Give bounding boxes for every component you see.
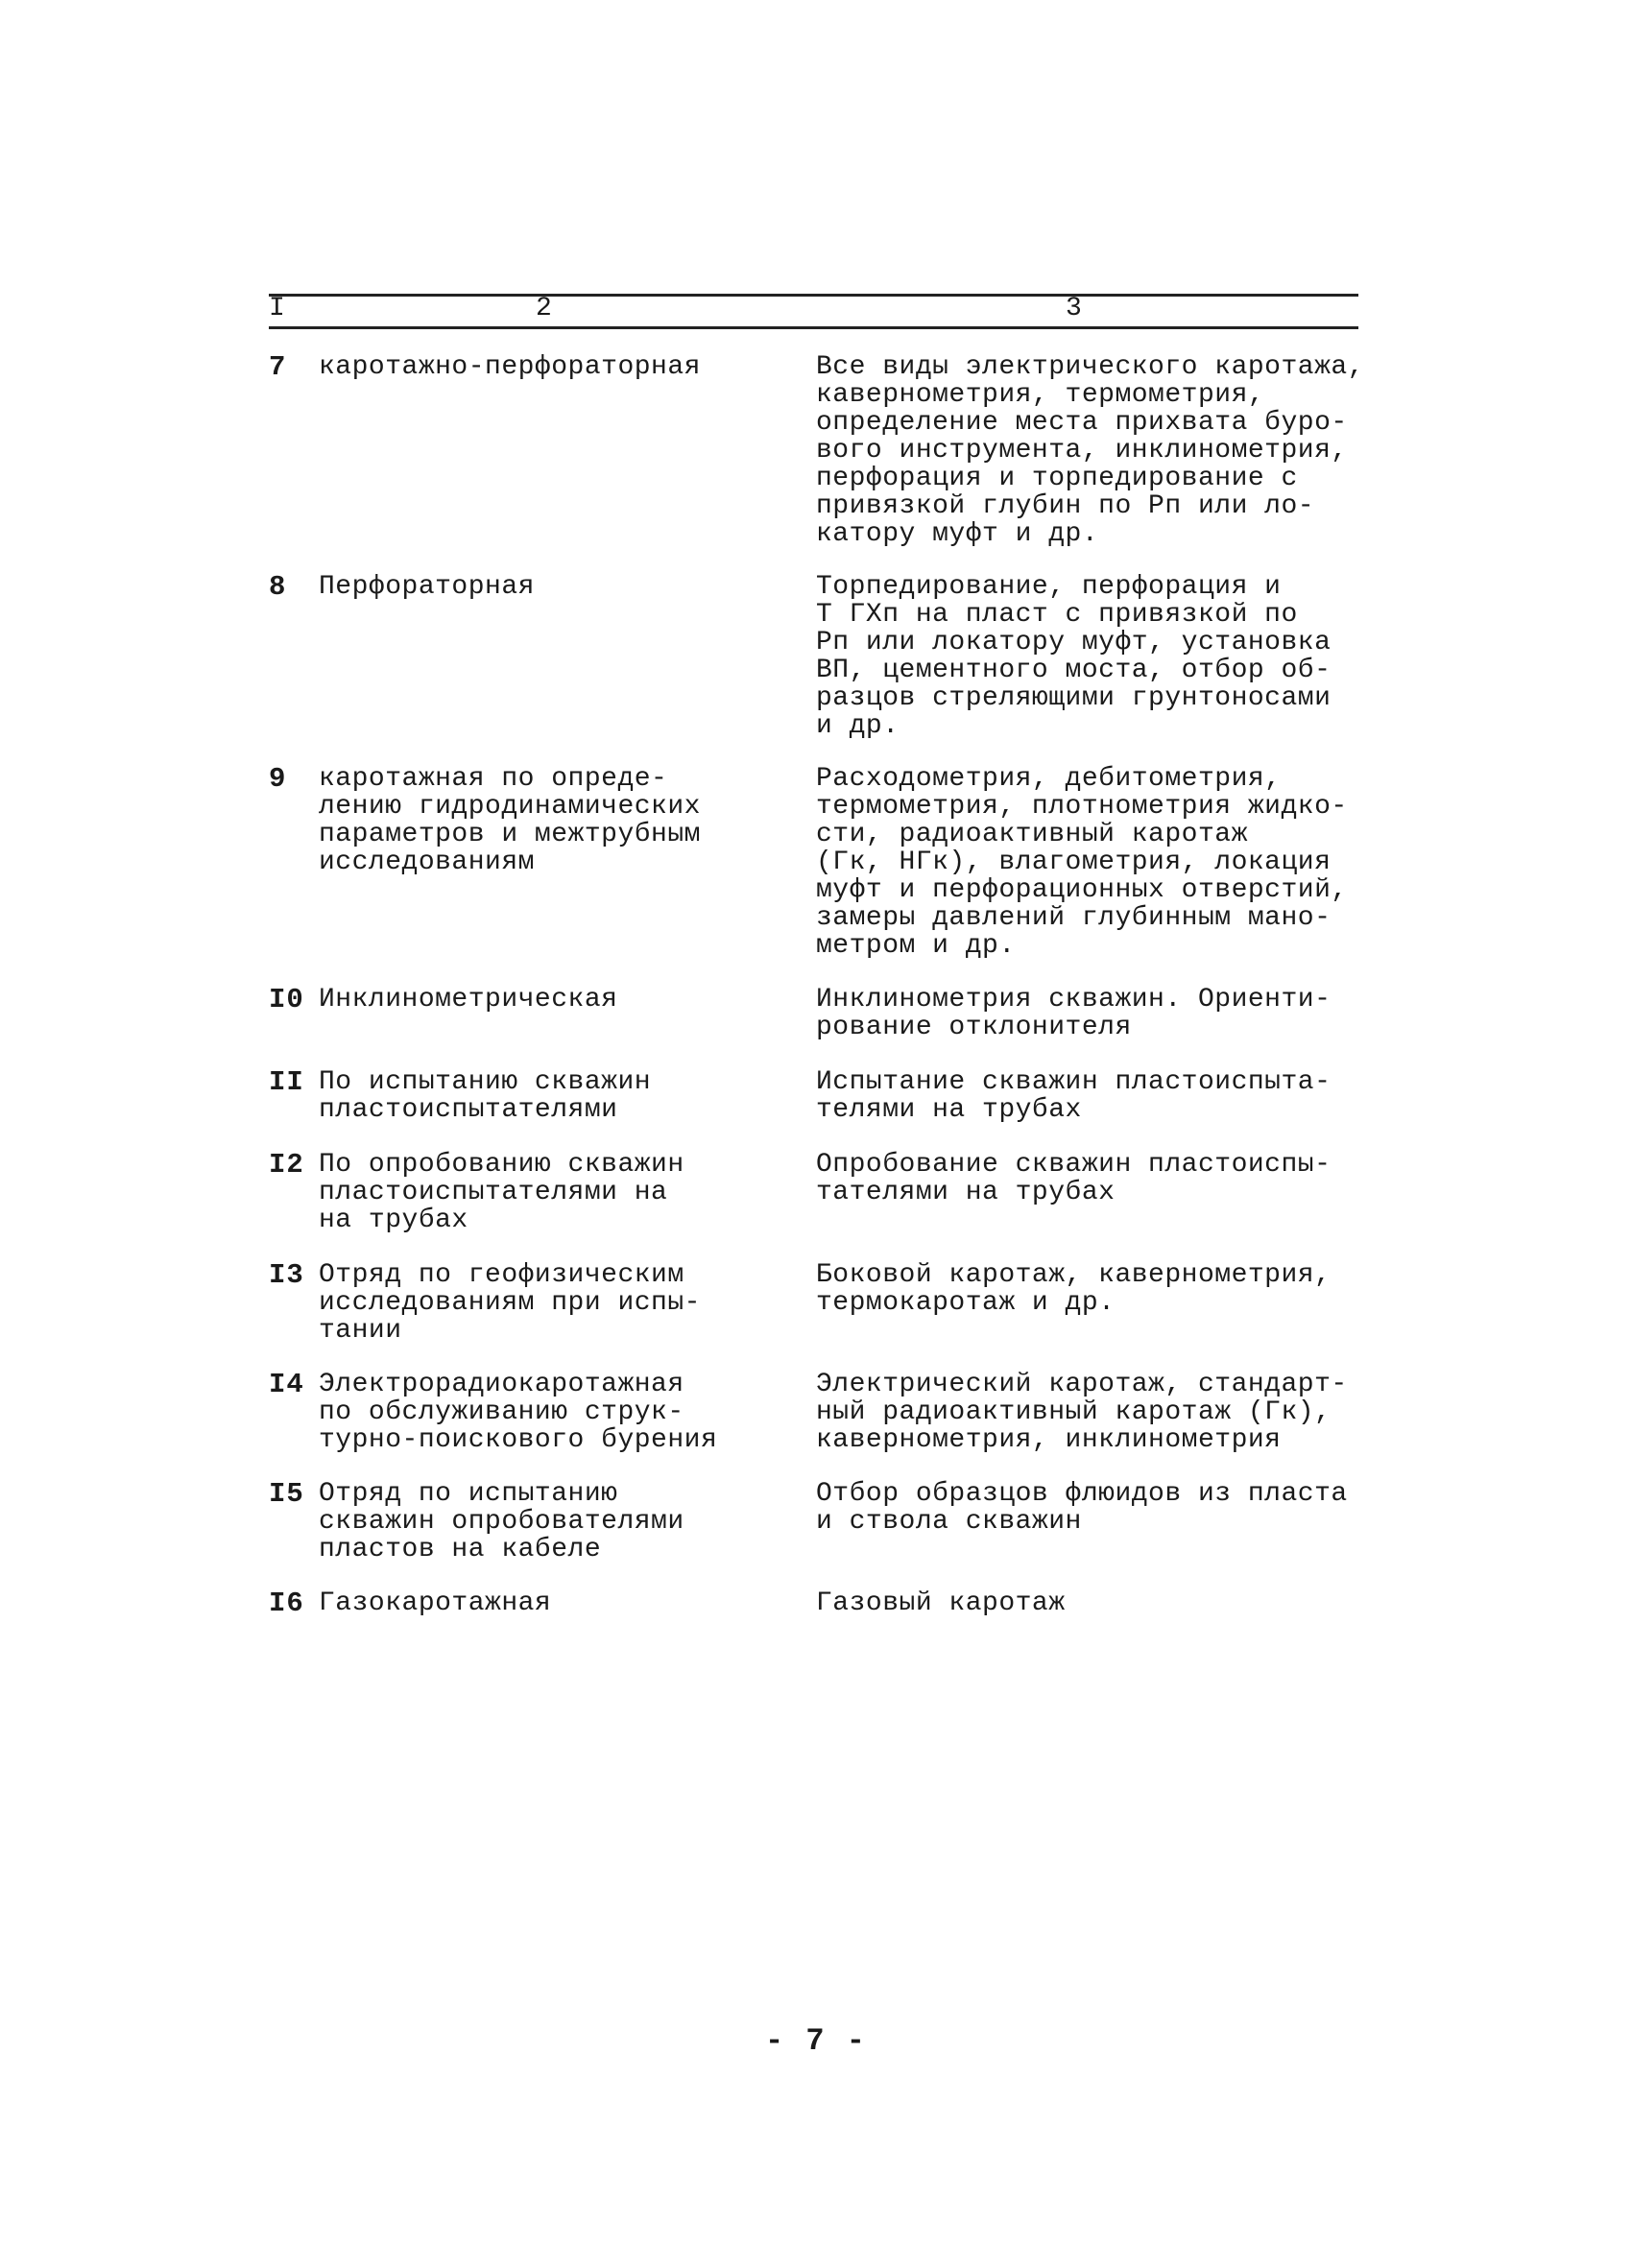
party-name: Отряд по испытанию скважин опробователями пластов на кабеле	[319, 1479, 684, 1564]
party-name: каротажно-перфораторная	[319, 352, 701, 382]
work-types: Опробование скважин пластоиспы- тателями на трубах	[816, 1150, 1332, 1207]
work-types: Отбор образцов флюидов из пласта и ствола скважин	[816, 1479, 1348, 1537]
row-number: I0	[269, 984, 304, 1015]
work-types: Электрический каротаж, стандарт- ный радиоактивный каротаж (Гк), кавернометрия, инклинометрия	[816, 1370, 1348, 1455]
party-name: По испытанию скважин пластоиспытателями	[319, 1067, 652, 1125]
table-header	[269, 288, 1358, 334]
header-rule-top	[269, 294, 1358, 297]
work-types: Газовый каротаж	[816, 1588, 1066, 1618]
header-rule-bottom	[269, 326, 1358, 329]
row-number: 7	[269, 351, 287, 383]
row-number: II	[269, 1066, 304, 1098]
work-types: Все виды электрического каротажа, кавернометрия, термометрия, определение места прихвата буро- вого инструмента, инклинометрия, перфорация и торпедирование с привязкой глубин по Рп или ло- катору муфт и др.	[816, 352, 1364, 549]
party-name: Отряд по геофизическим исследованиям при испы- тании	[319, 1260, 701, 1346]
work-types: Расходометрия, дебитометрия, термометрия, плотнометрия жидко- сти, радиоактивный каротаж (Гк, НГк), влагометрия, локация муфт и перфорационных отверстий, замеры давлений глубинным мано- метром и др.	[816, 764, 1348, 961]
row-number: I2	[269, 1149, 304, 1181]
party-name: По опробованию скважин пластоиспытателями на на трубах	[319, 1150, 684, 1235]
party-name: Электрорадиокаротажная по обслуживанию струк- турно-поискового бурения	[319, 1370, 718, 1455]
row-number: 8	[269, 571, 287, 603]
party-name: Газокаротажная	[319, 1588, 552, 1618]
row-number: 9	[269, 763, 287, 795]
work-types: Боковой каротаж, кавернометрия, термокаротаж и др.	[816, 1260, 1332, 1318]
column-number-2: 2	[536, 294, 552, 323]
party-name: каротажная по опреде- лению гидродинамических параметров и межтрубным исследованиям	[319, 764, 701, 877]
row-number: I5	[269, 1478, 304, 1510]
party-name: Инклинометрическая	[319, 985, 618, 1015]
row-number: I3	[269, 1259, 304, 1291]
party-name: Перфораторная	[319, 572, 535, 602]
column-number-3: 3	[1066, 294, 1082, 323]
page-number: - 7 -	[764, 2023, 867, 2059]
work-types: Испытание скважин пластоиспыта- телями на трубах	[816, 1067, 1332, 1125]
row-number: I4	[269, 1369, 304, 1400]
work-types: Инклинометрия скважин. Ориенти- рование отклонителя	[816, 985, 1332, 1042]
column-number-1: I	[269, 294, 285, 323]
row-number: I6	[269, 1588, 304, 1619]
work-types: Торпедирование, перфорация и Т ГХп на пласт с привязкой по Рп или локатору муфт, установка ВП, цементного моста, отбор об- разцов стреляющими грунтоносами и др.	[816, 572, 1332, 741]
